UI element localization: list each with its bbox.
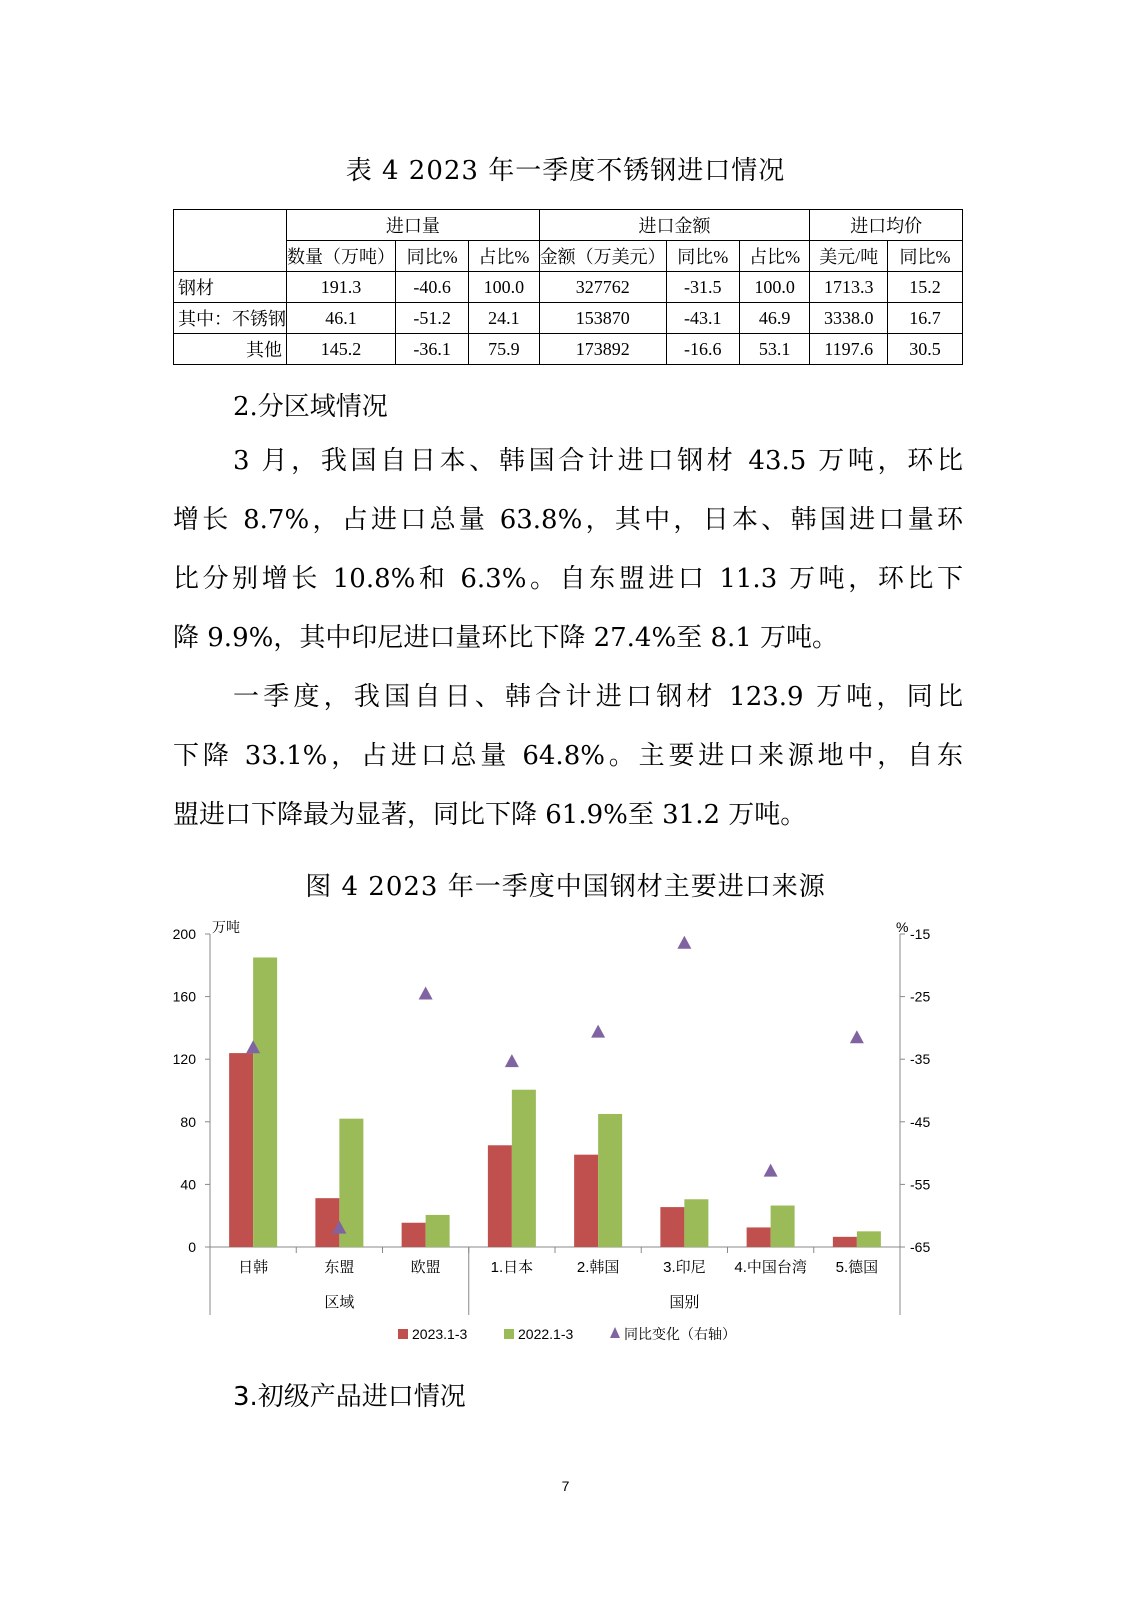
column-header: 占比%: [469, 241, 540, 272]
yoy-change-marker: [419, 986, 433, 999]
left-tick-label: 200: [172, 926, 196, 942]
right-tick-label: -45: [910, 1113, 931, 1130]
table-cell: -36.1: [396, 334, 469, 365]
bar-series-1: [574, 1155, 598, 1247]
legend-swatch: [504, 1329, 514, 1339]
yoy-change-marker: [591, 1025, 605, 1038]
bar-series-1: [747, 1227, 771, 1247]
table-cell: 75.9: [469, 334, 540, 365]
column-header: 占比%: [739, 241, 810, 272]
bar-series-2: [512, 1090, 536, 1247]
category-label: 3.印尼: [663, 1259, 706, 1276]
table-row: [174, 303, 963, 334]
table-cell: -51.2: [396, 303, 469, 334]
legend-label: 2022.1-3: [518, 1326, 574, 1342]
table-cell: -43.1: [666, 303, 739, 334]
paragraph-line: 3 月，我国自日本、韩国合计进口钢材 43.5 万吨，环比: [233, 446, 963, 476]
bar-series-1: [402, 1223, 426, 1247]
row-label: 钢材: [174, 272, 287, 303]
bar-series-1: [833, 1237, 857, 1247]
table-corner-cell: [174, 210, 287, 272]
category-label: 4.中国台湾: [734, 1259, 807, 1276]
category-group-label: 国别: [669, 1294, 700, 1311]
column-header: 同比%: [396, 241, 469, 272]
yoy-change-marker: [850, 1030, 864, 1043]
yoy-change-marker: [505, 1054, 519, 1067]
table-group-header-row: [174, 210, 963, 241]
category-label: 1.日本: [490, 1259, 534, 1276]
stainless-import-table: [173, 209, 963, 365]
table-cell: 100.0: [469, 272, 540, 303]
right-tick-label: -15: [910, 926, 931, 942]
right-tick-label: -25: [910, 988, 931, 1005]
column-header: 数量（万吨）: [287, 241, 396, 272]
left-tick-label: 40: [180, 1176, 196, 1193]
bar-series-2: [857, 1231, 881, 1247]
right-tick-label: -65: [910, 1239, 931, 1255]
category-label: 5.德国: [835, 1259, 879, 1276]
table-cell: 3338.0: [810, 303, 888, 334]
bar-series-1: [488, 1145, 512, 1247]
table-cell: 24.1: [469, 303, 540, 334]
table-cell: 15.2: [888, 272, 963, 303]
category-label: 2.韩国: [576, 1259, 620, 1276]
legend-swatch: [398, 1329, 408, 1339]
left-tick-label: 120: [172, 1051, 196, 1068]
table-cell: -31.5: [666, 272, 739, 303]
paragraph-line: 比分别增长 10.8%和 6.3%。自东盟进口 11.3 万吨，环比下: [173, 564, 963, 594]
column-header: 同比%: [666, 241, 739, 272]
category-label: 欧盟: [410, 1259, 441, 1276]
section-3-heading: 3.初级产品进口情况: [233, 1382, 466, 1412]
bar-series-2: [253, 957, 277, 1247]
paragraph-2: [173, 668, 963, 845]
table-cell: 1713.3: [810, 272, 888, 303]
page-number: 7: [561, 1478, 570, 1494]
figure-title: 图 4 2023 年一季度中国钢材主要进口来源: [305, 872, 826, 902]
table-cell: 191.3: [287, 272, 396, 303]
paragraph-line: 盟进口下降最为显著，同比下降 61.9%至 31.2 万吨。: [173, 800, 807, 830]
table-cell: 153870: [539, 303, 666, 334]
table-cell: 16.7: [888, 303, 963, 334]
legend-label: 同比变化（右轴）: [624, 1326, 736, 1342]
bar-series-2: [598, 1114, 622, 1247]
table-cell: 100.0: [739, 272, 810, 303]
yoy-change-marker: [764, 1164, 778, 1177]
table-cell: 53.1: [739, 334, 810, 365]
paragraph-line: 一季度，我国自日、韩合计进口钢材 123.9 万吨，同比: [233, 682, 963, 712]
group-header: 进口金额: [539, 210, 810, 241]
left-tick-label: 160: [172, 988, 196, 1005]
column-header: 同比%: [888, 241, 963, 272]
table-cell: 145.2: [287, 334, 396, 365]
left-axis-unit: 万吨: [212, 920, 240, 935]
group-header: 进口均价: [810, 210, 963, 241]
legend-label: 2023.1-3: [412, 1326, 468, 1342]
paragraph-line: 降 9.9%，其中印尼进口量环比下降 27.4%至 8.1 万吨。: [173, 623, 839, 653]
left-tick-label: 80: [180, 1113, 196, 1130]
table-cell: 173892: [539, 334, 666, 365]
paragraph-line: 下降 33.1%，占进口总量 64.8%。主要进口来源地中，自东: [173, 741, 963, 771]
group-header: 进口量: [287, 210, 540, 241]
bar-series-1: [229, 1053, 253, 1247]
column-header: 金额（万美元）: [539, 241, 666, 272]
right-tick-label: -55: [910, 1176, 931, 1193]
yoy-change-marker: [677, 936, 691, 949]
bar-series-1: [315, 1198, 339, 1247]
right-tick-label: -35: [910, 1051, 931, 1068]
category-group-label: 区域: [324, 1294, 355, 1311]
category-label: 日韩: [238, 1259, 269, 1276]
section-2-heading: 2.分区域情况: [233, 392, 388, 422]
column-header: 美元/吨: [810, 241, 888, 272]
table-cell: 46.1: [287, 303, 396, 334]
table-title: 表 4 2023 年一季度不锈钢进口情况: [345, 156, 786, 186]
table-cell: 46.9: [739, 303, 810, 334]
table-cell: -16.6: [666, 334, 739, 365]
table-column-header-row: [174, 241, 963, 272]
category-label: 东盟: [324, 1259, 355, 1276]
table-row: [174, 272, 963, 303]
bar-series-2: [426, 1215, 450, 1247]
import-sources-chart: [160, 920, 960, 1380]
right-axis-unit: %: [896, 920, 909, 935]
legend-swatch: [610, 1327, 620, 1338]
table-cell: 1197.6: [810, 334, 888, 365]
bar-series-1: [660, 1207, 684, 1247]
table-cell: -40.6: [396, 272, 469, 303]
left-tick-label: 0: [188, 1239, 196, 1255]
bar-series-2: [684, 1199, 708, 1247]
paragraph-1: [173, 432, 963, 668]
paragraph-line: 增长 8.7%，占进口总量 63.8%，其中，日本、韩国进口量环: [173, 505, 963, 535]
table-cell: 30.5: [888, 334, 963, 365]
table-cell: 327762: [539, 272, 666, 303]
row-label: 其他: [174, 334, 287, 365]
table-row: [174, 334, 963, 365]
row-label: 其中：不锈钢: [174, 303, 287, 334]
bar-series-2: [771, 1206, 795, 1247]
